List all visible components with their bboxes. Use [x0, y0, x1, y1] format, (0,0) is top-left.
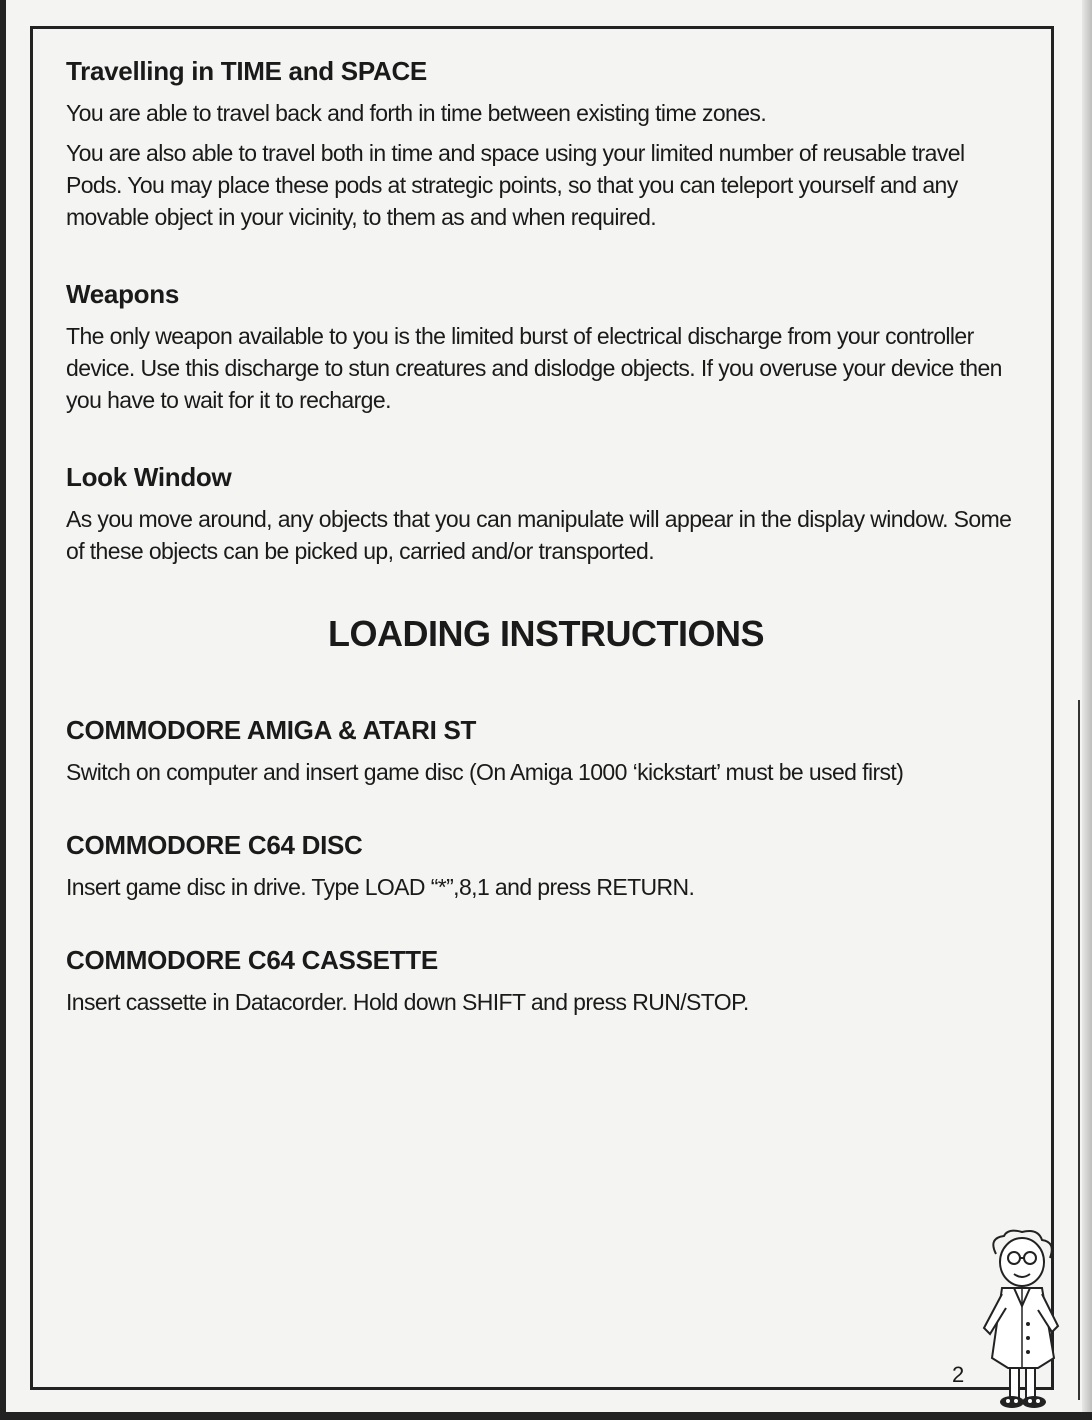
page-left-edge [0, 0, 6, 1420]
loading-item-amiga-atari [66, 715, 1026, 788]
paragraph: The only weapon available to you is the limited burst of electrical discharge from your controller device. Use this discharge to stun creatures and dislodge objects. If you overuse your device then you have to wait for it to recharge. [66, 323, 1002, 413]
loading-item-c64-disc [66, 830, 1026, 903]
right-rule [1078, 700, 1080, 1400]
section-heading: Weapons [66, 279, 179, 309]
loading-text: Insert cassette in Datacorder. Hold down SHIFT and press RUN/STOP. [66, 989, 749, 1015]
section-travelling [66, 56, 1026, 233]
loading-item-c64-cassette [66, 945, 1026, 1018]
page-content [66, 56, 1026, 1060]
section-look-window [66, 462, 1026, 567]
page-right-edge [1082, 0, 1092, 1420]
paragraph: You are also able to travel both in time and space using your limited number of reusable travel Pods. You may place these pods at strategic points, so that you can teleport yourself and any movable object in your vicinity, to them as and when required. [66, 140, 965, 230]
scientist-icon [978, 1228, 1064, 1412]
paragraph: You are able to travel back and forth in time between existing time zones. [66, 100, 767, 126]
loading-title: LOADING INSTRUCTIONS [328, 613, 764, 654]
loading-heading: COMMODORE C64 CASSETTE [66, 945, 438, 975]
paragraph: As you move around, any objects that you can manipulate will appear in the display window. Some of these objects can be picked up, carried and/or transported. [66, 506, 1012, 564]
section-weapons [66, 279, 1026, 416]
loading-heading: COMMODORE C64 DISC [66, 830, 363, 860]
loading-text: Switch on computer and insert game disc (On Amiga 1000 ‘kickstart’ must be used first) [66, 759, 904, 785]
page-number: 2 [952, 1362, 965, 1387]
page-bottom-edge [0, 1412, 1092, 1420]
loading-heading: COMMODORE AMIGA & ATARI ST [66, 715, 477, 745]
loading-text: Insert game disc in drive. Type LOAD “*”,8,1 and press RETURN. [66, 874, 695, 900]
section-heading: Travelling in TIME and SPACE [66, 56, 427, 86]
section-heading: Look Window [66, 462, 232, 492]
